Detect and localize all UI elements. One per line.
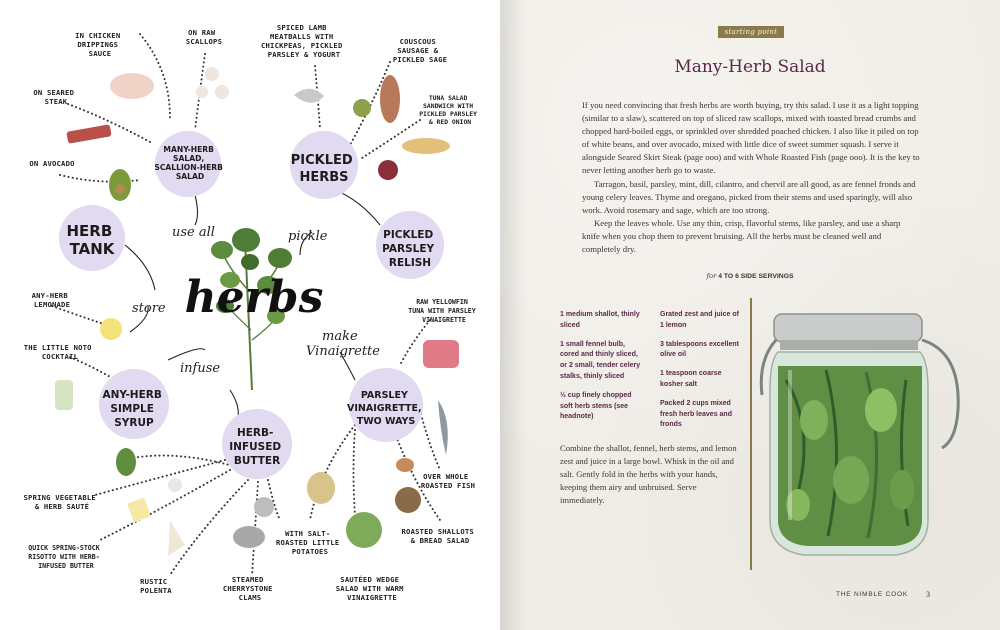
hub-pickled-text: PICKLED HERBS: [290, 153, 353, 185]
label-risotto: QUICK SPRING-STOCK RISOTTO WITH HERB- INFUSED BUTTER: [28, 544, 100, 570]
sausage-illustration: [380, 75, 400, 123]
recipe-method: Combine the shallot, fennel, herb stems, and lemon zest and juice in a large bowl. Whisk in the oil and salt. Gently fold in the herbs with your hands, keeping them airy and unbruised. Serve immediately.: [560, 443, 737, 505]
bread-illustration: [395, 487, 421, 513]
polenta-illustration: [168, 520, 185, 556]
spring-veg-illustration: [116, 448, 136, 476]
footer-book-title: THE NIMBLE COOK: [836, 591, 908, 598]
servings-prefix: for: [706, 272, 717, 280]
verb-store: store: [132, 301, 166, 316]
herb-seeds-illustration: [353, 99, 371, 117]
ingredient-item: Packed 2 cups mixed fresh herb leaves and fronds: [660, 399, 732, 429]
column-divider: [750, 298, 752, 570]
label-potatoes: WITH SALT- ROASTED LITTLE POTATOES: [276, 529, 340, 556]
headnote-paragraph: Tarragon, basil, parsley, mint, dill, cilantro, and chervil are all good, as are fennel fronds and young celery leaves. Thyme and oregano, picked from their stems and used sparingly, will also work. Avoid rosemary and sage, which are too strong.: [582, 178, 916, 215]
label-spring-veg: SPRING VEGETABLE & HERB SAUTÉ: [23, 493, 96, 511]
servings-value: 4 TO 6 SIDE SERVINGS: [718, 273, 794, 280]
ingredient-item: Grated zest and juice of 1 lemon: [660, 311, 739, 329]
clam-illustration: [254, 497, 274, 517]
label-whole-fish: OVER WHOLE ROASTED FISH: [420, 472, 476, 490]
verb-pickle: pickle: [288, 229, 328, 244]
ingredient-item: 1 medium shallot, thinly sliced: [560, 311, 640, 329]
label-polenta: RUSTIC POLENTA: [140, 577, 172, 595]
shallot-illustration: [396, 458, 414, 472]
label-lemonade: ANY-HERB LEMONADE: [31, 291, 71, 309]
label-clams: STEAMED CHERRYSTONE CLAMS: [222, 575, 273, 602]
butter-pat-illustration: [127, 498, 151, 523]
label-wedge: SAUTÉED WEDGE SALAD WITH WARM VINAIGRETTE: [335, 575, 404, 602]
ingredient-item: 1 small fennel bulb, cored and thinly sliced, or 2 small, tender celery stalks, thinly sliced: [560, 340, 641, 380]
label-yellowfin: RAW YELLOWFIN TUNA WITH PARSLEY VINAIGRETTE: [408, 298, 476, 324]
hub-relish-text: PICKLED PARSLEY RELISH: [382, 229, 435, 269]
label-couscous: COUSCOUS SAUSAGE & PICKLED SAGE: [392, 37, 448, 64]
book-gutter: [500, 0, 526, 630]
label-shallots: ROASTED SHALLOTS & BREAD SALAD: [401, 527, 474, 545]
recipe-title: Many-Herb Salad: [674, 57, 826, 77]
scallop-illustration: [205, 67, 219, 81]
baguette-illustration: [402, 138, 450, 154]
cocktail-illustration: [55, 380, 73, 410]
hub-syrup-text: ANY-HERB SIMPLE SYRUP: [102, 389, 162, 429]
page-number: 3: [926, 590, 930, 599]
steak-illustration: [66, 124, 111, 143]
red-onion-illustration: [378, 160, 398, 180]
salt-illustration: [168, 478, 182, 492]
ingredients-column-2: [660, 310, 744, 439]
verb-use-all: use all: [172, 225, 215, 240]
wedge-salad-illustration: [346, 512, 382, 548]
ingredient-item: 3 tablespoons excellent olive oil: [660, 340, 739, 359]
lemon-illustration: [100, 318, 122, 340]
verb-vinaigrette: Vinaigrette: [306, 344, 380, 359]
label-chicken: IN CHICKEN DRIPPINGS SAUCE: [75, 31, 121, 58]
verb-infuse: infuse: [180, 361, 221, 376]
label-avocado: ON AVOCADO: [29, 159, 75, 168]
label-scallops: ON RAW SCALLOPS: [185, 28, 223, 46]
label-lamb: SPICED LAMB MEATBALLS WITH CHICKPEAS, PICKLED PARSLEY & YOGURT: [260, 23, 343, 59]
tuna-illustration: [423, 340, 459, 368]
headnote-paragraph: Keep the leaves whole. Use any thin, crisp, flavorful stems, like parsley, and use a sharp knife when you chop them to prevent bruising. All the herbs must be cleaned well and completely dry.: [582, 217, 901, 255]
hub-salad-text: MANY-HERB SALAD, SCALLION-HERB SALAD: [154, 145, 223, 181]
chicken-illustration: [110, 73, 154, 99]
herb-jar-illustration: [756, 300, 976, 570]
servings-line: [560, 272, 940, 280]
hub-vinaigrette-text: PARSLEY VINAIGRETTE, TWO WAYS: [347, 390, 422, 427]
potato-illustration: [307, 472, 335, 504]
headnote-paragraph: If you need convincing that fresh herbs are worth buying, try this salad. I use it as a light topping (similar to a slaw), scattered on top of sliced raw scallops, mixed with toasted bread crumbs and chopped hard-boiled eggs, or sprinkled over shredded poached chicken. I also like it piled on top of white beans, and over avocado, mixed with little dice of sweet summer squash. I serve it alongside Seared Skirt Steak (page ooo) and with Whole Roasted Fish (page ooo). It is the key to never letting another herb go to waste.: [582, 100, 920, 176]
ingredients-column-1: [560, 310, 644, 431]
hub-butter-text: HERB- INFUSED BUTTER: [229, 427, 282, 467]
label-tuna-sandwich: TUNA SALAD SANDWICH WITH PICKLED PARSLEY & RED ONION: [419, 94, 477, 126]
center-title-herbs: herbs: [184, 272, 324, 323]
ingredient-item: ½ cup finely chopped soft herb stems (see headnote): [560, 391, 632, 421]
verb-make: make: [322, 329, 358, 344]
ingredient-item: 1 teaspoon coarse kosher salt: [660, 370, 722, 388]
fish-illustration: [438, 400, 448, 455]
garlic-illustration: [294, 89, 324, 103]
starting-point-tag: starting point: [718, 26, 784, 38]
label-steak: ON SEARED STEAK: [33, 88, 75, 106]
hub-tank-text: HERB TANK: [66, 222, 115, 258]
label-noto: THE LITTLE NOTO COCKTAIL: [23, 343, 92, 361]
recipe-headnote: [582, 99, 920, 256]
